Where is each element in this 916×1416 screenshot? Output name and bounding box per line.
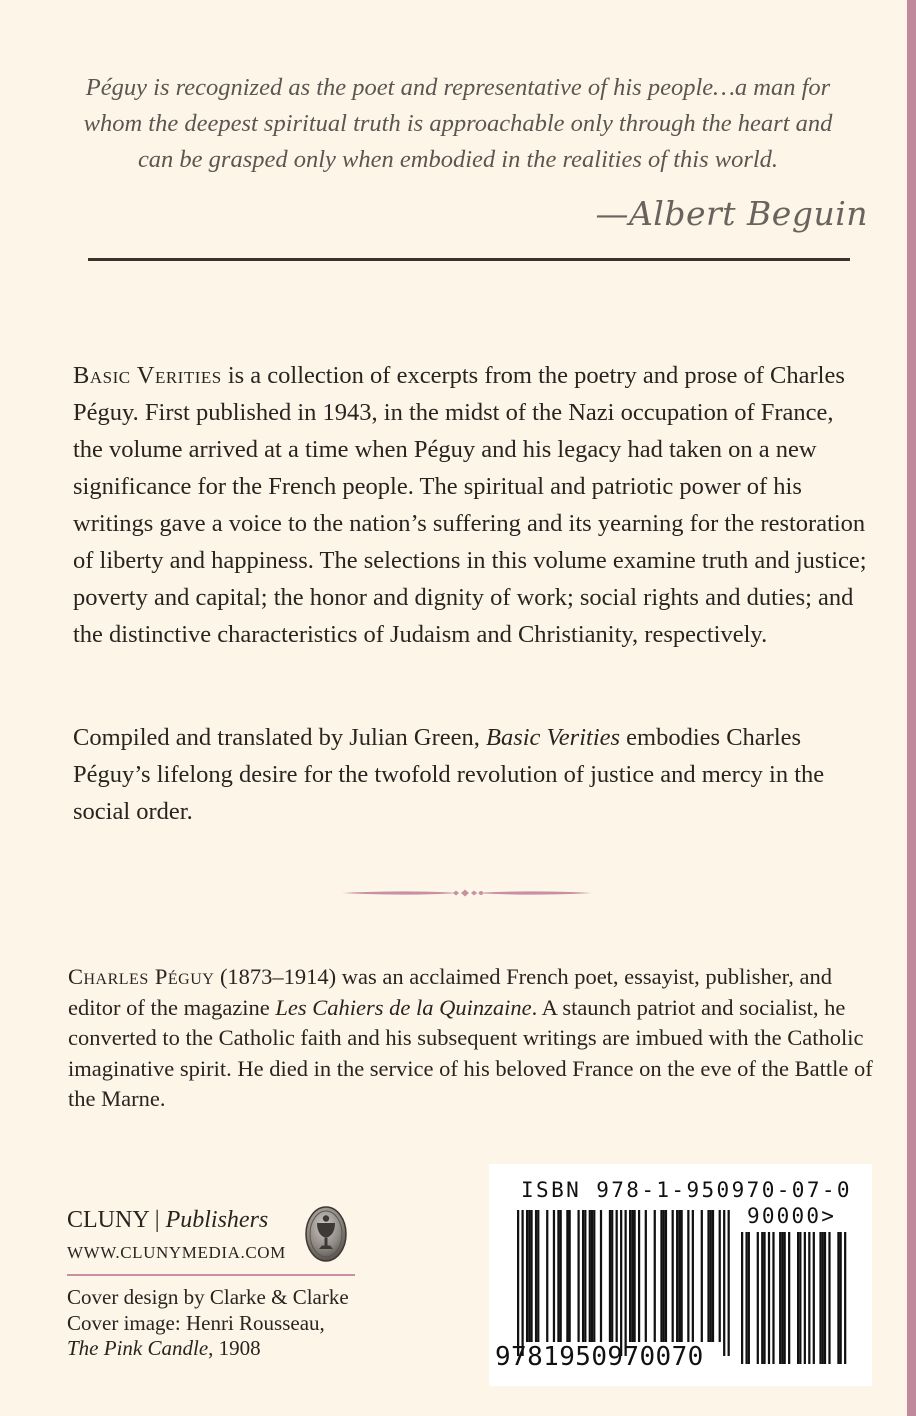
barcode-bar [676, 1210, 678, 1342]
barcode-bar [710, 1210, 712, 1342]
publisher-url: WWW.CLUNYMEDIA.COM [67, 1243, 286, 1262]
chalice-seal-logo-icon [304, 1205, 348, 1263]
cover-image-credit: Cover image: Henri Rousseau, [67, 1310, 325, 1335]
barcode-bar [633, 1210, 635, 1342]
quote-divider-rule [88, 258, 850, 261]
painting-credit-line [67, 1336, 349, 1362]
barcode-bar [844, 1232, 846, 1364]
barcode-bar [577, 1210, 579, 1342]
barcode-bar [553, 1210, 555, 1342]
barcode-bar [582, 1210, 584, 1342]
barcode-bar [625, 1210, 627, 1356]
barcode-bar [660, 1210, 662, 1342]
endorsement-quote: Péguy is recognized as the poet and representative of his people…a man for whom the deepest spiritual truth is approachable only through the heart and can be grasped only when embodied in the realities of this world. [83, 74, 833, 173]
barcode-bar [761, 1232, 763, 1364]
barcode-bar [589, 1210, 591, 1342]
barcode-bar [629, 1210, 631, 1342]
barcode-bar [530, 1210, 532, 1342]
author-bio-text-2: . A staunch patriot and socialist, he converted to the Catholic faith and his subsequent writings are imbued with the Catholic imaginative spirit. He died in the service of his beloved France on the eve of the Battle of the Marne. [68, 994, 873, 1111]
description-paragraph-2-text: embodies Charles Péguy’s lifelong desire for the twofold revolution of justice and mercy in the social order. [73, 724, 825, 825]
barcode-bar [546, 1210, 548, 1342]
quote-attribution: —Albert Beguin [595, 194, 868, 233]
barcode-panel [489, 1164, 872, 1386]
author-bio [68, 962, 876, 1115]
barcode-bar [611, 1210, 613, 1342]
barcode-bar [663, 1210, 665, 1342]
barcode-bar [526, 1210, 528, 1342]
barcode-bar [678, 1210, 680, 1342]
barcode-bar [692, 1210, 694, 1342]
barcode-bar [672, 1210, 674, 1342]
author-name-smallcaps: Charles Péguy [68, 964, 215, 989]
barcode-bar [822, 1232, 824, 1364]
barcode-bar [813, 1232, 815, 1364]
barcode-bar [665, 1210, 667, 1342]
barcode-bar [631, 1210, 633, 1342]
author-bio-text-1: (1873–1914) was an acclaimed French poet, essayist, publisher, and editor of the magazine [68, 964, 832, 1020]
barcode-bar [645, 1210, 647, 1342]
barcode-bar [701, 1210, 703, 1342]
barcode-bar [566, 1210, 568, 1342]
barcode-bar [840, 1232, 842, 1364]
description-paragraph-2 [73, 719, 869, 830]
barcode-bar [557, 1210, 559, 1342]
barcode-bar [719, 1210, 721, 1342]
barcode-bar [763, 1232, 765, 1364]
magazine-title: Les Cahiers de la Quinzaine [275, 994, 532, 1020]
painting-year: , 1908 [208, 1336, 261, 1360]
barcode-bar [528, 1210, 530, 1342]
barcode-bar [799, 1232, 801, 1364]
barcode-bar [687, 1210, 689, 1342]
spine-edge-stripe [907, 0, 916, 1416]
book-title-italic: Basic Verities [486, 724, 621, 751]
painting-title: The Pink Candle [67, 1336, 209, 1360]
barcode-bar [788, 1232, 790, 1364]
barcode-bar [620, 1210, 622, 1356]
barcode-bar [723, 1210, 725, 1356]
ean-bars [517, 1210, 730, 1356]
barcode-bar [772, 1232, 774, 1364]
barcode-bar [535, 1210, 537, 1342]
publisher-divider-rule [67, 1274, 355, 1276]
barcode-bar [784, 1232, 786, 1364]
barcode-bar [728, 1210, 730, 1356]
barcode-bar [616, 1210, 618, 1342]
description-paragraph-1-text: is a collection of excerpts from the poetry and prose of Charles Péguy. First published in 1943, in the midst of the Nazi occupation of France, the volume arrived at a time when Péguy and his legacy had taken on a new significance for the French people. The spiritual and patriotic power of his writings gave a voice to the nation’s suffering and its yearning for the restoration of liberty and happiness. The selections in this volume examine truth and justice; poverty and capital; the honor and dignity of work; social rights and duties; and the distinctive characteristics of Judaism and Christianity, respectively. [73, 362, 867, 648]
barcode-bar [819, 1232, 821, 1364]
description-paragraph-2-lead: Compiled and translated by Julian Green, [73, 724, 486, 751]
cover-design-credit: Cover design by Clarke & Clarke [67, 1285, 349, 1309]
barcode-bar [681, 1210, 683, 1342]
barcode-bar [517, 1210, 519, 1356]
barcode-bar [600, 1210, 602, 1342]
barcode-bar [569, 1210, 571, 1342]
price-code-text: 90000> [747, 1204, 837, 1228]
barcode-bar [828, 1232, 830, 1364]
barcode-bar [779, 1232, 781, 1364]
barcode-bar [741, 1232, 743, 1364]
isbn-text: ISBN 978-1-950970-07-0 [521, 1178, 852, 1202]
barcode-bar [654, 1210, 656, 1342]
barcode-bar [638, 1210, 640, 1342]
publisher-separator: | [148, 1207, 166, 1233]
barcode-bar [712, 1210, 714, 1342]
publisher-name: CLUNY [67, 1207, 149, 1233]
barcode-bar [837, 1232, 839, 1364]
barcode-bar [584, 1210, 586, 1342]
barcode-bar [797, 1232, 799, 1364]
cover-credits [67, 1285, 349, 1362]
book-title-smallcaps: Basic Verities [73, 362, 222, 389]
barcode-bar [781, 1232, 783, 1364]
publisher-label: Publishers [165, 1207, 269, 1233]
barcode-bar [521, 1210, 523, 1356]
barcode-bar [609, 1210, 611, 1342]
barcode-bar [757, 1232, 759, 1364]
description-paragraph-1 [73, 357, 869, 653]
barcode-bar [593, 1210, 595, 1342]
barcode-bar [824, 1232, 826, 1364]
barcode-bar [748, 1232, 750, 1364]
barcode-bar [707, 1210, 709, 1342]
barcode-bar [808, 1232, 810, 1364]
barcode-bar [537, 1210, 539, 1342]
barcode-bar [745, 1232, 747, 1364]
ean-digits: 9781950970070 [495, 1342, 704, 1372]
barcode-bar [560, 1210, 562, 1342]
barcode-bar [804, 1232, 806, 1364]
barcode-bar [768, 1232, 770, 1364]
addon-bars [741, 1232, 846, 1364]
ornament-divider-icon [340, 884, 594, 902]
barcode-bar [591, 1210, 593, 1342]
